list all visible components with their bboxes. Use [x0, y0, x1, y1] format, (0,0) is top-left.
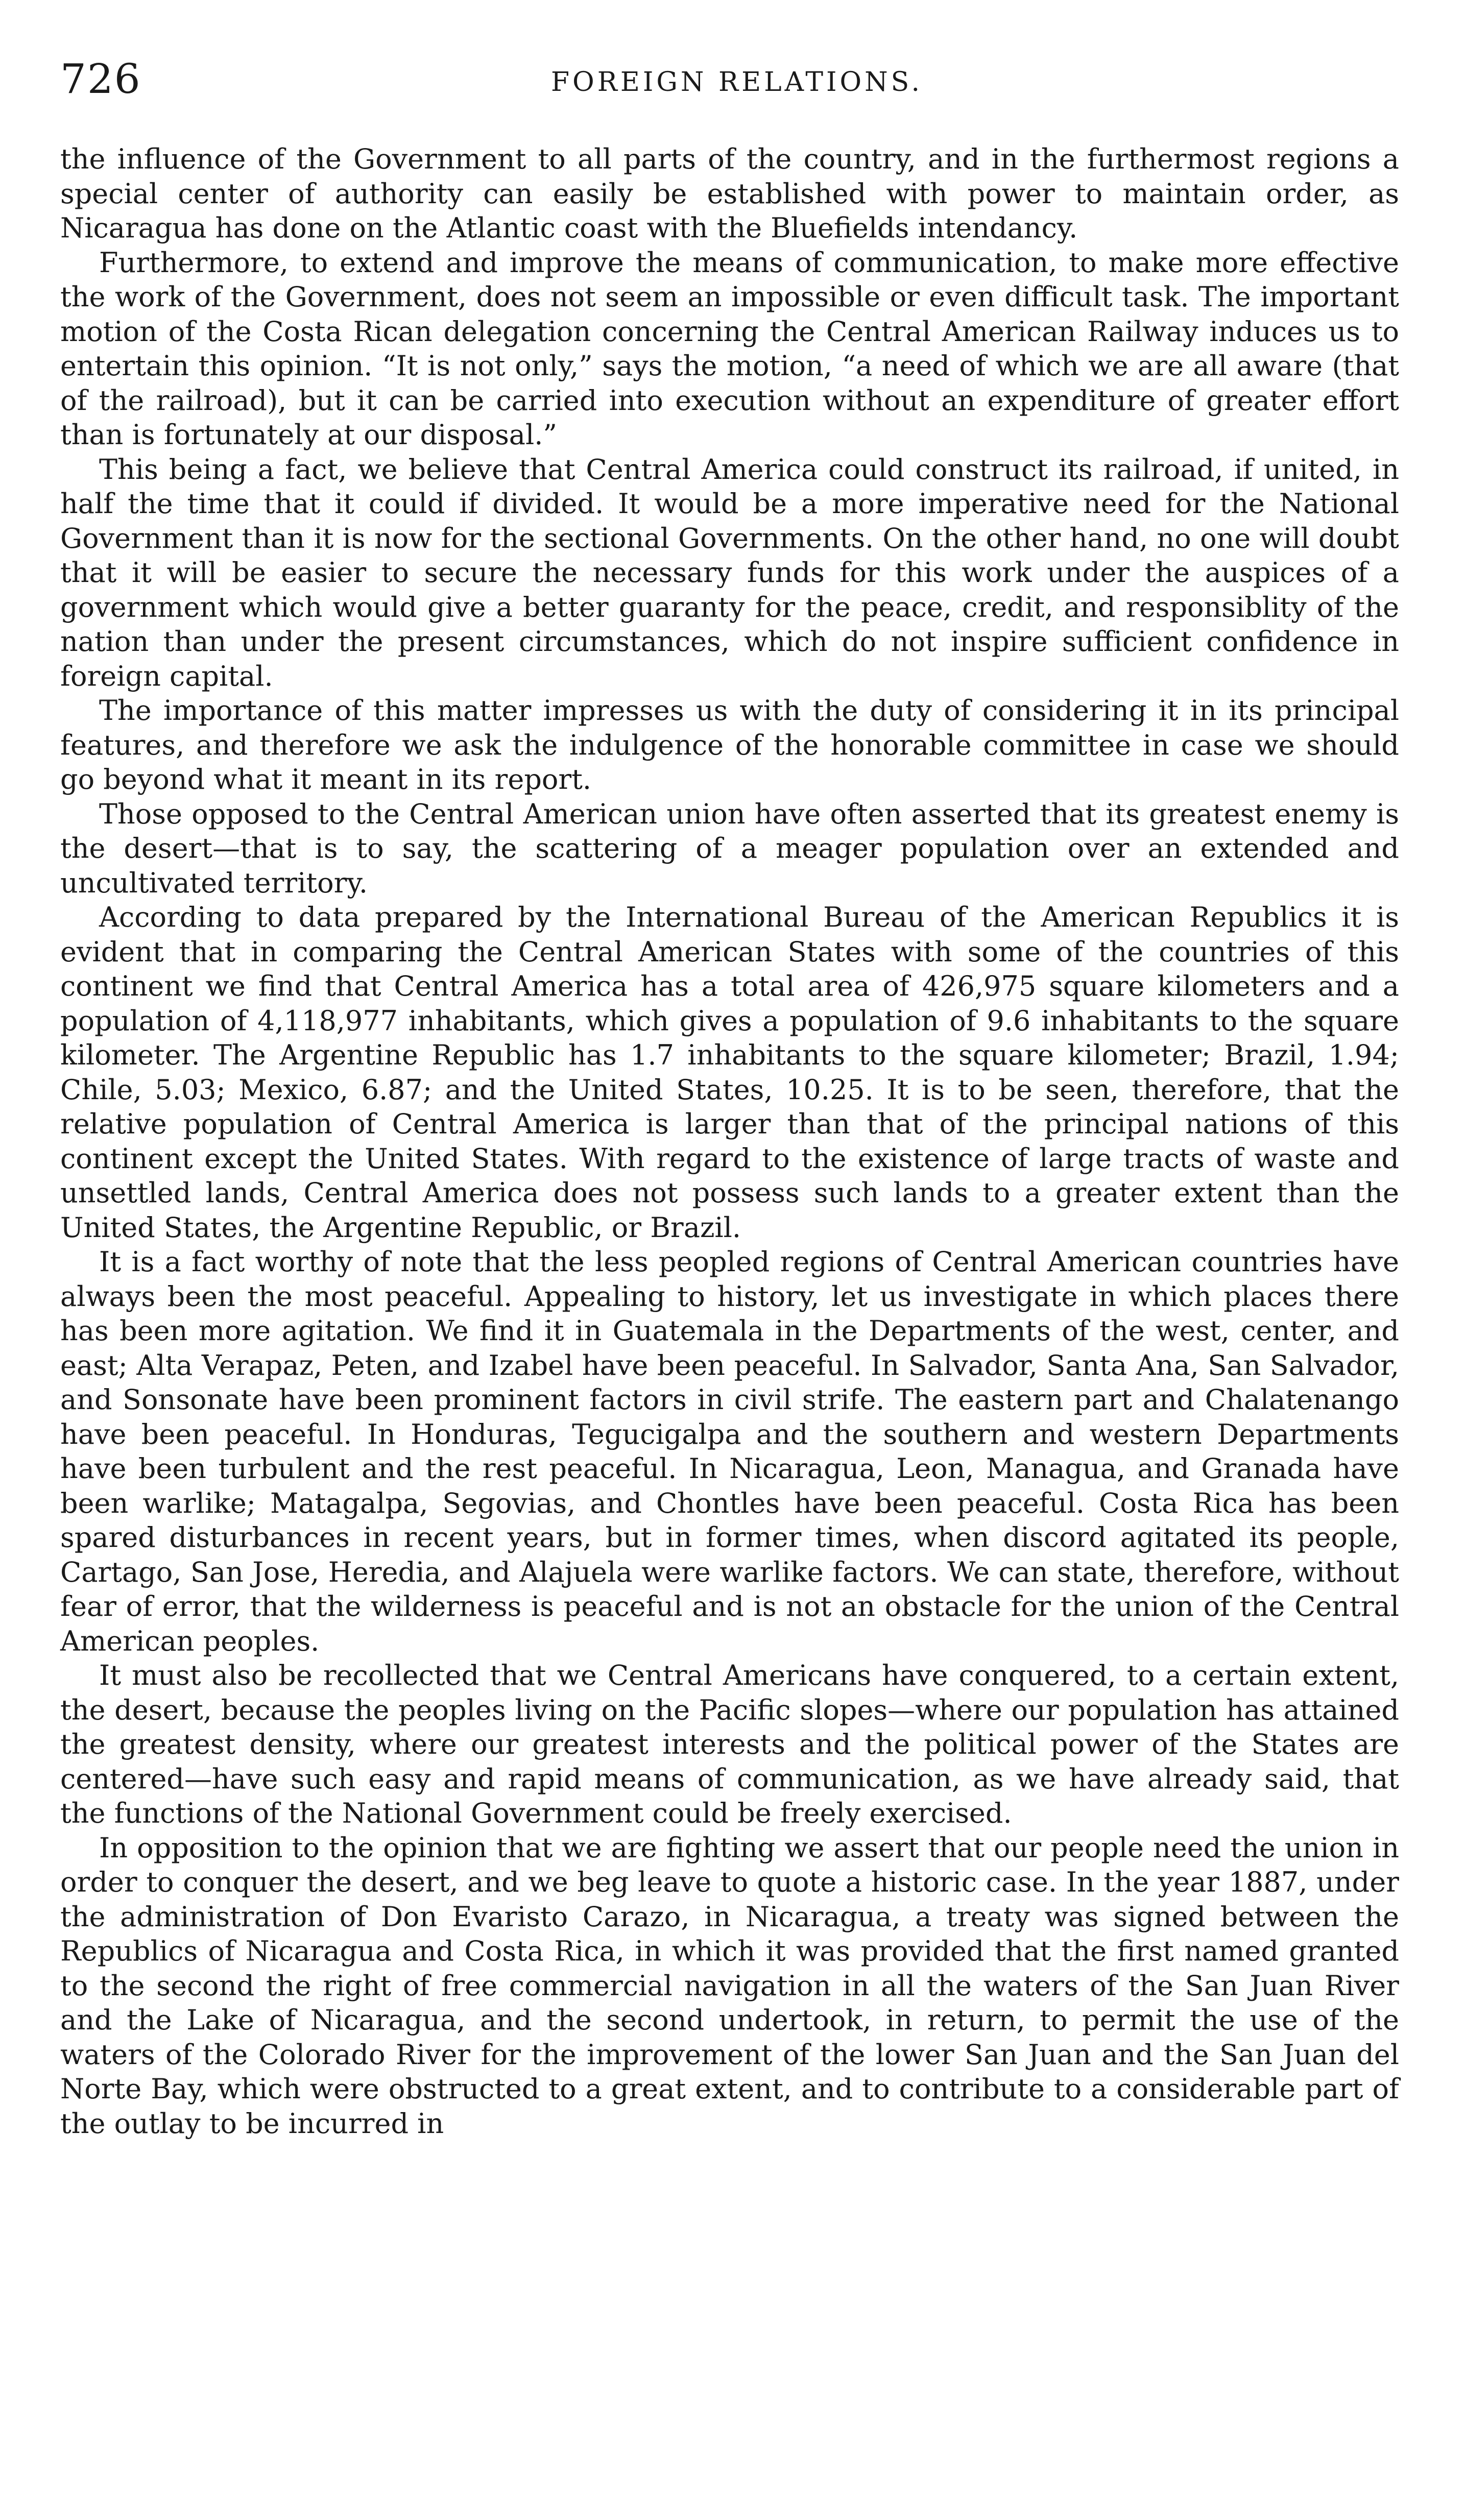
- page-number: 726: [60, 55, 141, 103]
- running-title: FOREIGN RELATIONS.: [551, 67, 923, 98]
- paragraph: Furthermore, to extend and improve the means of communication, to make more effective the work of the Government, does not seem an impossible or even difficult task. The important motion of the Costa Rican delegation concerning the Central American Railway induces us to entertain this opinion. “It is not only,” says the motion, “a need of which we are all aware (that of the railroad), but it can be carried into execution without an expenditure of greater effort than is fortunately at our disposal.”: [60, 246, 1399, 451]
- paragraph: Those opposed to the Central American union have often asserted that its greatest enemy is the desert—that is to say, the scattering of a meager population over an extended and uncultivated territory.: [60, 797, 1399, 899]
- paragraph: In opposition to the opinion that we are fighting we assert that our people need the union in order to conquer the desert, and we beg leave to quote a historic case. In the year 1887, under the administration of Don Evaristo Carazo, in Nicaragua, a treaty was signed between the Republics of Nicaragua and Costa Rica, in which it was provided that the first named granted to the second the right of free commercial navigation in all the waters of the San Juan River and the Lake of Nicaragua, and the second undertook, in return, to permit the use of the waters of the Colorado River for the improvement of the lower San Juan and the San Juan del Norte Bay, which were obstructed to a great extent, and to contribute to a considerable part of the outlay to be incurred in: [60, 1831, 1399, 2140]
- paragraph: It is a fact worthy of note that the less peopled regions of Central American countries have always been the most peaceful. Appealing to history, let us investigate in which places there has been more agitation. We find it in Guatemala in the Departments of the west, center, and east; Alta Verapaz, Peten, and Izabel have been peaceful. In Salvador, Santa Ana, San Salvador, and Sonsonate have been prominent factors in civil strife. The eastern part and Chalatenango have been peaceful. In Honduras, Tegucigalpa and the southern and western Departments have been turbulent and the rest peaceful. In Nicaragua, Leon, Managua, and Granada have been warlike; Matagalpa, Segovias, and Chontles have been peaceful. Costa Rica has been spared disturbances in recent years, but in former times, when discord agitated its people, Cartago, San Jose, Heredia, and Alajuela were warlike factors. We can state, therefore, without fear of error, that the wilderness is peaceful and is not an obstacle for the union of the Central American peoples.: [60, 1246, 1399, 1657]
- paragraph: This being a fact, we believe that Central America could construct its railroad, if united, in half the time that it could if divided. It would be a more imperative need for the National Government than it is now for the sectional Governments. On the other hand, no one will doubt that it will be easier to secure the necessary funds for this work under the auspices of a government which would give a better guaranty for the peace, credit, and responsiblity of the nation than under the present circumstances, which do not inspire sufficient confidence in foreign capital.: [60, 453, 1399, 692]
- page-header: [60, 51, 1413, 107]
- paragraph: According to data prepared by the International Bureau of the American Republics it is evident that in comparing the Central American States with some of the countries of this continent we find that Central America has a total area of 426,975 square kilometers and a population of 4,118,977 inhabitants, which gives a population of 9.6 inhabitants to the square kilometer. The Argentine Republic has 1.7 inhabitants to the square kilometer; Brazil, 1.94; Chile, 5.03; Mexico, 6.87; and the United States, 10.25. It is to be seen, therefore, that the relative population of Central America is larger than that of the principal nations of this continent except the United States. With regard to the existence of large tracts of waste and unsettled lands, Central America does not possess such lands to a greater extent than the United States, the Argentine Republic, or Brazil.: [60, 901, 1399, 1244]
- paragraph-continued: the influence of the Government to all parts of the country, and in the furthermost regions a special center of authority can easily be established with power to maintain order, as Nicaragua has done on the Atlantic coast with the Bluefields intendancy.: [60, 143, 1399, 244]
- body-text: [60, 142, 1399, 2141]
- paragraph: It must also be recollected that we Central Americans have conquered, to a certain extent, the desert, because the peoples living on the Pacific slopes—where our population has attained the greatest density, where our greatest interests and the political power of the States are centered—have such easy and rapid means of communication, as we have already said, that the functions of the National Government could be freely exercised.: [60, 1659, 1399, 1829]
- paragraph: The importance of this matter impresses us with the duty of considering it in its principal features, and therefore we ask the indulgence of the honorable committee in case we should go beyond what it meant in its report.: [60, 694, 1399, 795]
